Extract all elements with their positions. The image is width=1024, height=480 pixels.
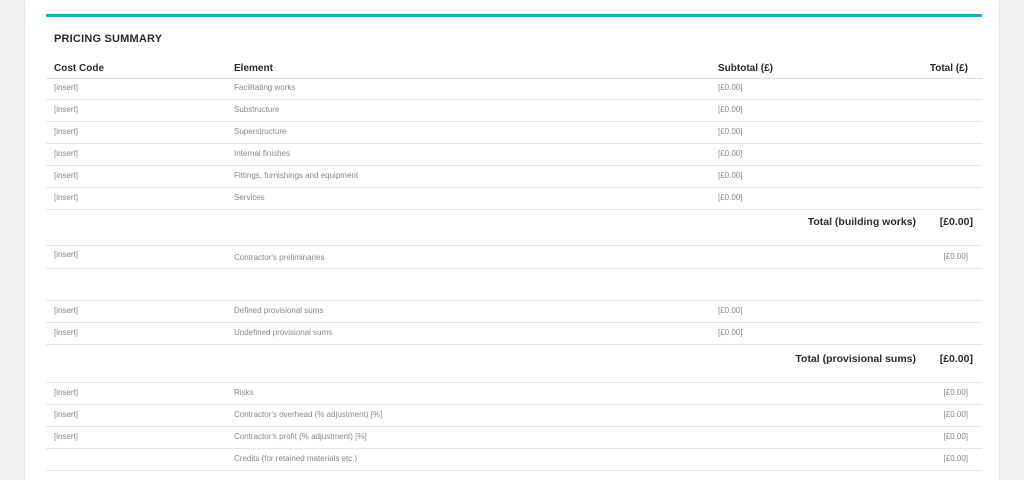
cost-code-cell: [insert] (54, 388, 79, 397)
subtotal-cell: [£0.00] (718, 328, 743, 337)
element-cell: Defined provisional sums (234, 306, 324, 315)
cost-code-cell: [insert] (54, 105, 79, 114)
element-cell: Contractor's profit (% adjustment) [%] (234, 432, 367, 441)
element-cell: Internal finishes (234, 149, 291, 158)
cost-code-cell: [insert] (54, 250, 79, 259)
pricing-summary-sheet (24, 0, 1000, 480)
section-title: PRICING SUMMARY (54, 33, 163, 45)
total-cell: [£0.00] (943, 388, 968, 397)
col-header-cost-code: Cost Code (54, 63, 104, 74)
total-building-works-value: [£0.00] (939, 216, 973, 228)
element-cell: Risks (234, 388, 254, 397)
cost-code-cell: [insert] (54, 127, 79, 136)
table-row (46, 188, 982, 210)
subtotal-cell: [£0.00] (718, 149, 743, 158)
element-cell: Facilitating works (234, 83, 296, 92)
subtotal-cell: [£0.00] (718, 171, 743, 180)
element-cell: Superstructure (234, 127, 287, 136)
subtotal-cell: [£0.00] (718, 105, 743, 114)
cost-code-cell: [insert] (54, 171, 79, 180)
cost-code-cell: [insert] (54, 328, 79, 337)
total-cell: [£0.00] (943, 432, 968, 441)
accent-bar (46, 14, 982, 17)
element-cell: Contractor's preliminaries (234, 253, 325, 262)
table-header (46, 60, 982, 79)
spacer-row (46, 269, 982, 301)
table-row (46, 100, 982, 122)
total-building-works-row (46, 210, 982, 246)
table-row (46, 323, 982, 345)
col-header-subtotal: Subtotal (£) (718, 63, 773, 74)
total-provisional-sums-row (46, 345, 982, 383)
total-provisional-sums-label: Total (provisional sums) (795, 353, 916, 365)
total-building-works-label: Total (building works) (807, 216, 916, 228)
table-row (46, 166, 982, 188)
subtotal-cell: [£0.00] (718, 127, 743, 136)
cost-code-cell: [insert] (54, 432, 79, 441)
col-header-total: Total (£) (929, 63, 968, 74)
table-row (46, 246, 982, 269)
col-header-element: Element (234, 63, 273, 74)
cost-code-cell: [insert] (54, 306, 79, 315)
cost-code-cell: [insert] (54, 83, 79, 92)
table-row (46, 383, 982, 405)
element-cell: Undefined provisional sums (234, 328, 333, 337)
subtotal-cell: [£0.00] (718, 306, 743, 315)
element-cell: Substructure (234, 105, 280, 114)
subtotal-cell: [£0.00] (718, 193, 743, 202)
table-row (46, 78, 982, 100)
total-cell: [£0.00] (943, 454, 968, 463)
cost-code-cell: [insert] (54, 410, 79, 419)
total-provisional-sums-value: [£0.00] (939, 353, 973, 365)
table-row (46, 122, 982, 144)
element-cell: Contractor's overhead (% adjustment) [%] (234, 410, 383, 419)
element-cell: Credits (for retained materials etc.) (234, 454, 358, 463)
element-cell: Fittings, furnishings and equipment (234, 171, 359, 180)
total-cell: [£0.00] (943, 252, 968, 261)
pricing-table-body (46, 78, 982, 471)
table-row (46, 301, 982, 323)
cost-code-cell: [insert] (54, 149, 79, 158)
cost-code-cell: [insert] (54, 193, 79, 202)
total-cell: [£0.00] (943, 410, 968, 419)
table-row (46, 427, 982, 449)
subtotal-cell: [£0.00] (718, 83, 743, 92)
table-row (46, 449, 982, 471)
element-cell: Services (234, 193, 265, 202)
table-row (46, 405, 982, 427)
table-row (46, 144, 982, 166)
